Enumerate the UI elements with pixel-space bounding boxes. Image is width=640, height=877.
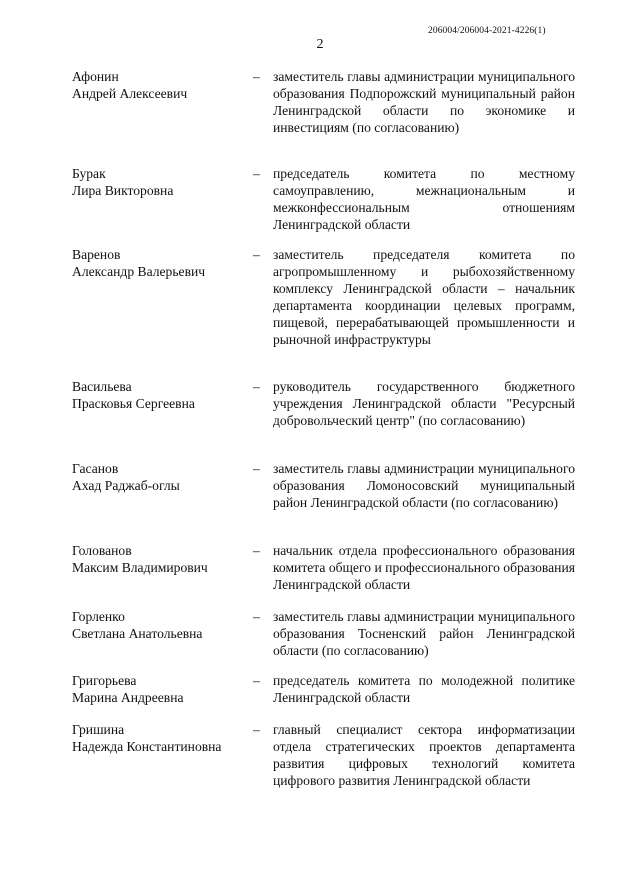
member-position: главный специалист сектора информатизации отдела стратегических проектов департамента развития цифровых технологий комитета цифрового развития Ленинградской области <box>273 722 575 788</box>
member-position: председатель комитета по местному самоуправлению, межнациональным и межконфессиональным отношениям Ленинградской области <box>273 166 575 232</box>
member-name: Гасанов Ахад Раджаб-оглы <box>72 461 180 493</box>
dash-separator: – <box>253 609 260 624</box>
member-position: заместитель председателя комитета по агропромышленному и рыбохозяйственному комплексу Ленинградской области – начальник департамента координации целевых программ, пищевой, перерабатывающей промышленности и рыночной инфраструктуры <box>273 247 575 347</box>
member-name: Варенов Александр Валерьевич <box>72 247 206 279</box>
dash-separator: – <box>253 166 260 181</box>
dash-separator: – <box>253 379 260 394</box>
member-position: заместитель главы администрации муниципального образования Подпорожский муниципальный район Ленинградской области по экономике и инвестициям (по согласованию) <box>273 69 575 135</box>
member-name: Афонин Андрей Алексеевич <box>72 69 188 101</box>
member-name: Горленко Светлана Анатольевна <box>72 609 203 641</box>
member-position: руководитель государственного бюджетного учреждения Ленинградской области "Ресурсный добровольческий центр" (по согласованию) <box>273 379 575 428</box>
dash-separator: – <box>253 673 260 688</box>
member-name: Голованов Максим Владимирович <box>72 543 208 575</box>
member-position: заместитель главы администрации муниципального образования Тосненский район Ленинградской области (по согласованию) <box>273 609 575 658</box>
member-name: Гришина Надежда Константиновна <box>72 722 222 754</box>
page-number: 2 <box>316 37 324 52</box>
dash-separator: – <box>253 543 260 558</box>
member-name: Григорьева Марина Андреевна <box>72 673 184 705</box>
dash-separator: – <box>253 722 260 737</box>
member-name: Бурак Лира Викторовна <box>72 166 174 198</box>
dash-separator: – <box>253 69 260 84</box>
dash-separator: – <box>253 461 260 476</box>
member-name: Васильева Прасковья Сергеевна <box>72 379 195 411</box>
document-reference-number: 206004/206004-2021-4226(1) <box>428 26 546 36</box>
dash-separator: – <box>253 247 260 262</box>
member-position: председатель комитета по молодежной политике Ленинградской области <box>273 673 575 705</box>
member-position: заместитель главы администрации муниципального образования Ломоносовский муниципальный район Ленинградской области (по согласованию) <box>273 461 575 510</box>
member-position: начальник отдела профессионального образования комитета общего и профессионального образования Ленинградской области <box>273 543 575 592</box>
